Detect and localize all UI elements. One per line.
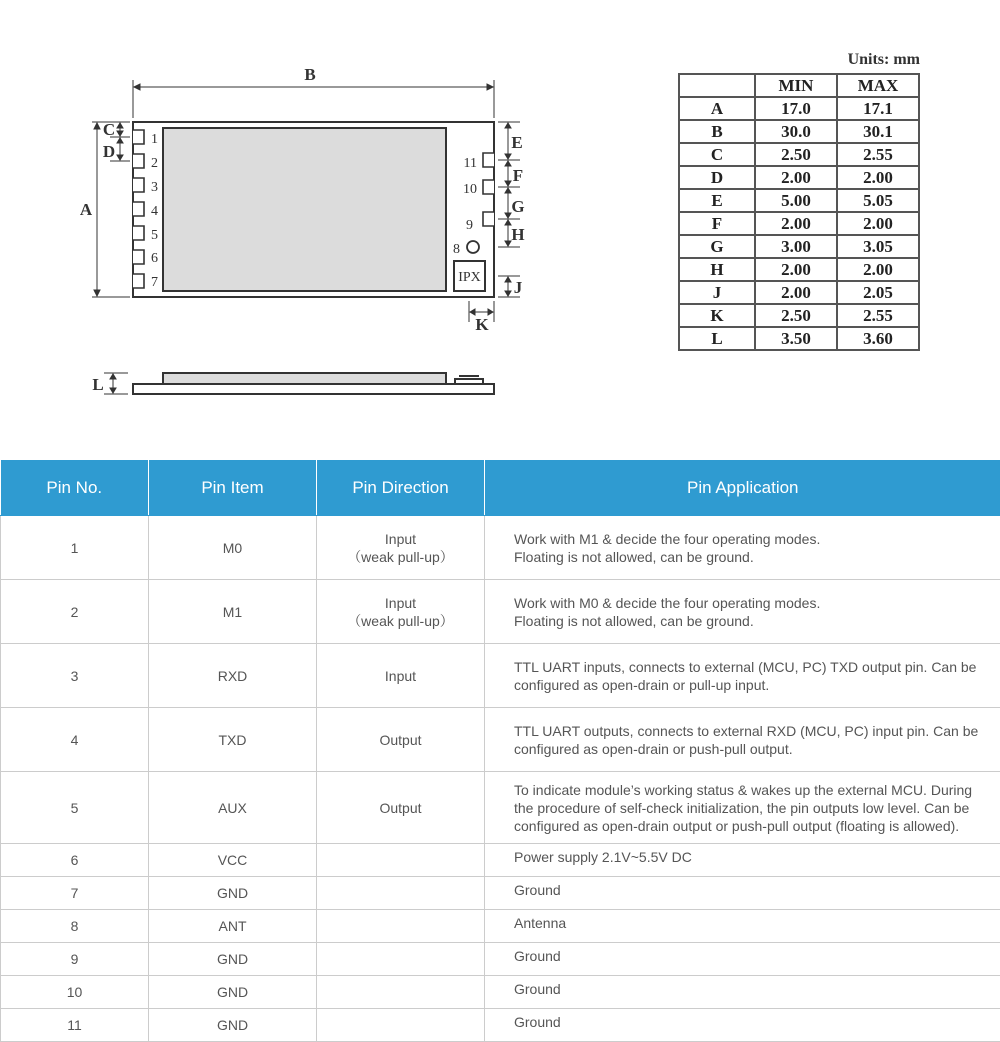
pin-no: 7 <box>1 877 149 910</box>
pin-table <box>0 460 1000 1042</box>
pin-item: TXD <box>149 708 317 772</box>
pin-direction-note: （weak pull-up） <box>347 612 454 629</box>
dim-row <box>679 143 919 166</box>
right-pads <box>483 153 494 226</box>
left-pads <box>133 130 144 288</box>
pin-no: 2 <box>1 580 149 644</box>
table-row <box>1 772 1000 844</box>
dim-max: 17.1 <box>837 97 919 120</box>
dim-max: 2.55 <box>837 304 919 327</box>
header-pin-no: Pin No. <box>1 460 149 516</box>
pin-direction <box>317 910 485 943</box>
dim-min: 2.50 <box>755 304 837 327</box>
dim-row <box>679 166 919 189</box>
dim-letter-L: L <box>92 375 104 394</box>
pin-direction: Output <box>317 772 485 844</box>
table-row <box>1 877 1000 910</box>
pin-application: Ground <box>485 943 1000 976</box>
dim-max: 5.05 <box>837 189 919 212</box>
dim-row <box>679 189 919 212</box>
dim-letter-E: E <box>511 133 523 152</box>
app-line: configured as open-drain or push-pull output. <box>514 740 793 757</box>
pin-direction <box>317 516 485 580</box>
dim-min: 2.50 <box>755 143 837 166</box>
pin-item: VCC <box>149 844 317 877</box>
dim-min: 2.00 <box>755 212 837 235</box>
pin-label-11: 11 <box>463 156 477 171</box>
dim-max: 2.00 <box>837 258 919 281</box>
app-line: the procedure of self-check initialization, the pin outputs low level. Can be <box>514 799 970 816</box>
dim-min: 2.00 <box>755 281 837 304</box>
dim-min: 17.0 <box>755 97 837 120</box>
dim-label: D <box>679 166 755 189</box>
pin-application: Power supply 2.1V~5.5V DC <box>485 844 1000 877</box>
pin-no: 10 <box>1 976 149 1009</box>
table-row <box>1 708 1000 772</box>
pin-direction <box>317 580 485 644</box>
side-view <box>133 373 494 394</box>
pin-item: ANT <box>149 910 317 943</box>
pin-no: 11 <box>1 1009 149 1042</box>
pin-application: Ground <box>485 1009 1000 1042</box>
app-line: Floating is not allowed, can be ground. <box>514 548 754 565</box>
app-line: Work with M0 & decide the four operating modes. <box>514 594 821 611</box>
dim-max: 3.60 <box>837 327 919 350</box>
pin-no: 6 <box>1 844 149 877</box>
pin8-pad <box>467 241 479 253</box>
table-row <box>1 1009 1000 1042</box>
app-line: TTL UART outputs, connects to external RXD (MCU, PC) input pin. Can be <box>514 722 979 739</box>
pin-application: Ground <box>485 877 1000 910</box>
dim-max: 30.1 <box>837 120 919 143</box>
pin-item: GND <box>149 943 317 976</box>
pin-direction-text: Input <box>384 594 417 611</box>
pin-label-4: 4 <box>151 204 158 219</box>
dim-min: 5.00 <box>755 189 837 212</box>
dim-label: J <box>679 281 755 304</box>
module-shield <box>163 128 446 291</box>
dim-row <box>679 235 919 258</box>
pin-direction <box>317 844 485 877</box>
dim-label: G <box>679 235 755 258</box>
pin-label-2: 2 <box>151 156 158 171</box>
dim-min: 3.50 <box>755 327 837 350</box>
pin-item: RXD <box>149 644 317 708</box>
pin-direction <box>317 943 485 976</box>
pin-item: GND <box>149 877 317 910</box>
table-row <box>1 943 1000 976</box>
pin-no: 8 <box>1 910 149 943</box>
units-label: Units: mm <box>847 51 920 68</box>
header-pin-direction: Pin Direction <box>317 460 485 516</box>
pin-direction <box>317 1009 485 1042</box>
dim-row <box>679 97 919 120</box>
pin-direction <box>317 877 485 910</box>
pin-direction-note: （weak pull-up） <box>347 548 454 565</box>
pin-application <box>485 516 1000 580</box>
dim-row <box>679 212 919 235</box>
pin-direction: Input <box>317 644 485 708</box>
dim-label: H <box>679 258 755 281</box>
dim-min: 2.00 <box>755 166 837 189</box>
dim-row <box>679 258 919 281</box>
app-line: TTL UART inputs, connects to external (MCU, PC) TXD output pin. Can be <box>514 658 977 675</box>
dim-row <box>679 281 919 304</box>
ipx-label: IPX <box>458 270 481 285</box>
dim-row <box>679 304 919 327</box>
table-row <box>1 644 1000 708</box>
dim-letter-C: C <box>102 120 116 139</box>
dim-min: 3.00 <box>755 235 837 258</box>
dim-letter-J: J <box>513 278 523 297</box>
pin-application <box>485 708 1000 772</box>
pin-application: Antenna <box>485 910 1000 943</box>
table-row <box>1 976 1000 1009</box>
dim-letter-G: G <box>511 197 525 216</box>
pin-label-5: 5 <box>151 228 158 243</box>
pin-item: GND <box>149 976 317 1009</box>
dim-header-blank <box>679 74 755 97</box>
pin-label-1: 1 <box>151 132 158 147</box>
pin-label-9: 9 <box>466 218 473 233</box>
app-line: configured as open-drain or pull-up input. <box>514 676 770 693</box>
dim-header-min: MIN <box>755 74 837 97</box>
dim-label: L <box>679 327 755 350</box>
app-line: configured as open-drain output or push-pull output (floating is allowed). <box>514 817 960 834</box>
table-row <box>1 580 1000 644</box>
dim-label: C <box>679 143 755 166</box>
pin-item: AUX <box>149 772 317 844</box>
dim-label: E <box>679 189 755 212</box>
dim-max: 2.00 <box>837 212 919 235</box>
dim-row <box>679 120 919 143</box>
app-line: Work with M1 & decide the four operating modes. <box>514 530 821 547</box>
dim-label: B <box>679 120 755 143</box>
pin-no: 4 <box>1 708 149 772</box>
pin-item: M1 <box>149 580 317 644</box>
header-pin-item: Pin Item <box>149 460 317 516</box>
pin-no: 5 <box>1 772 149 844</box>
dim-label: K <box>679 304 755 327</box>
dim-letter-B: B <box>304 65 316 84</box>
pin-item: M0 <box>149 516 317 580</box>
dim-letter-A: A <box>79 200 93 219</box>
dim-max: 3.05 <box>837 235 919 258</box>
table-row <box>1 910 1000 943</box>
dim-letter-H: H <box>511 225 525 244</box>
table-row <box>1 516 1000 580</box>
pin-application <box>485 772 1000 844</box>
dim-max: 2.00 <box>837 166 919 189</box>
dimensions-table <box>678 73 920 351</box>
dim-letter-D: D <box>102 142 116 161</box>
pin-application: Ground <box>485 976 1000 1009</box>
pin-label-7: 7 <box>151 275 158 290</box>
pin-label-8: 8 <box>453 242 460 257</box>
app-line: To indicate module’s working status & wakes up the external MCU. During <box>514 781 973 798</box>
pin-label-10: 10 <box>463 182 477 197</box>
pin-label-3: 3 <box>151 180 158 195</box>
table-row <box>1 844 1000 877</box>
pin-direction: Output <box>317 708 485 772</box>
app-line: Floating is not allowed, can be ground. <box>514 612 754 629</box>
pin-item: GND <box>149 1009 317 1042</box>
dim-letter-K: K <box>475 315 489 334</box>
dim-max: 2.55 <box>837 143 919 166</box>
pin-application <box>485 644 1000 708</box>
dim-min: 2.00 <box>755 258 837 281</box>
header-pin-application: Pin Application <box>485 460 1000 516</box>
pin-application <box>485 580 1000 644</box>
pin-no: 1 <box>1 516 149 580</box>
dim-header-max: MAX <box>837 74 919 97</box>
pin-label-6: 6 <box>151 251 158 266</box>
dim-min: 30.0 <box>755 120 837 143</box>
dim-label: F <box>679 212 755 235</box>
pin-no: 9 <box>1 943 149 976</box>
pin-no: 3 <box>1 644 149 708</box>
pin-direction-text: Input <box>384 530 417 547</box>
dim-max: 2.05 <box>837 281 919 304</box>
dim-label: A <box>679 97 755 120</box>
pin-direction <box>317 976 485 1009</box>
dim-row <box>679 327 919 350</box>
dim-letter-F: F <box>512 166 524 185</box>
